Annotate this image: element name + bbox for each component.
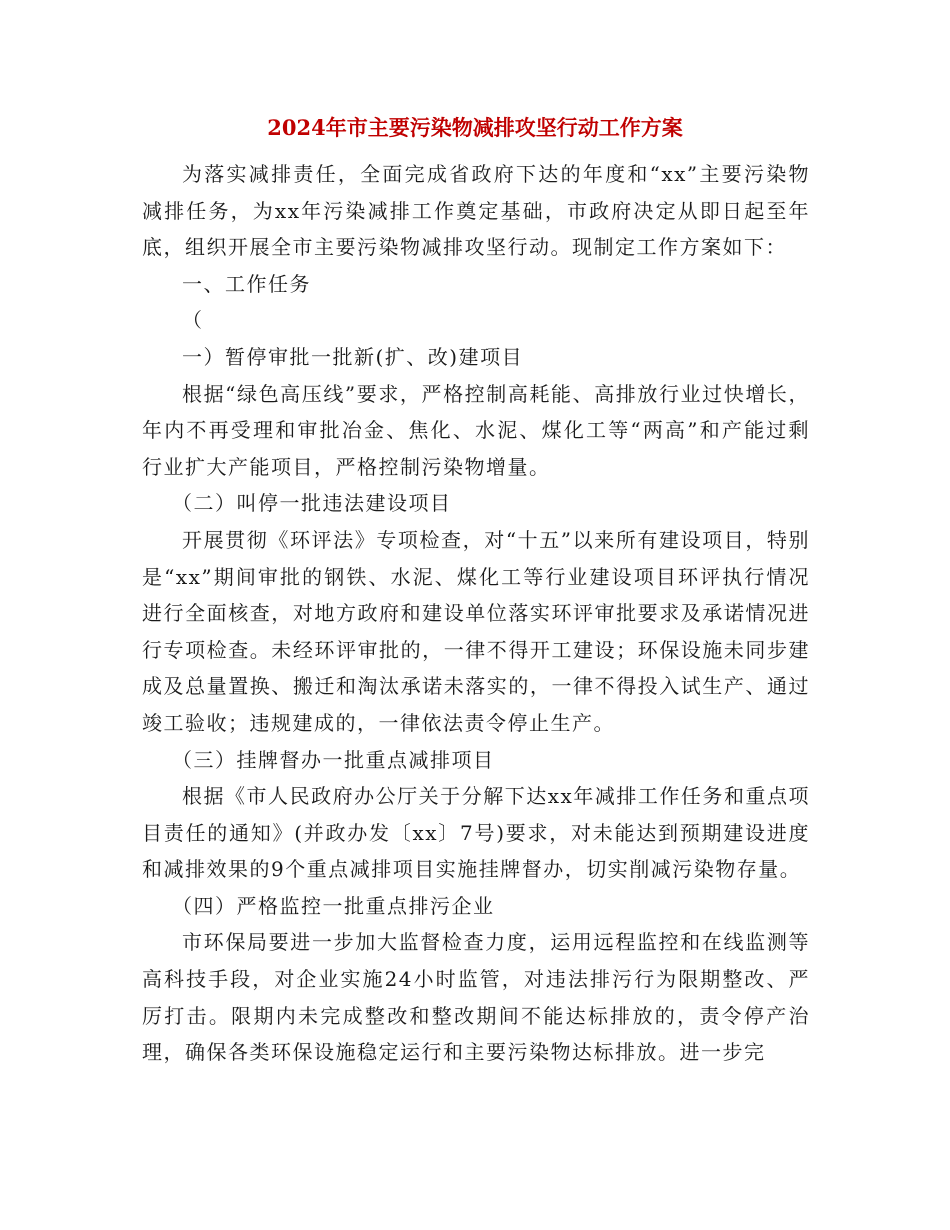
document-title: 2024年市主要污染物减排攻坚行动工作方案 (267, 115, 683, 140)
subsection-heading-3: （三）挂牌督办一批重点减排项目 (172, 747, 495, 772)
subsection-heading-1: 一）暂停审批一批新(扩、改)建项目 (182, 344, 524, 369)
paragraph-3: 根据《市人民政府办公厅关于分解下达xx年减排工作任务和重点项目责任的通知》(并政办发〔xx〕7号)要求，对未能达到预期建设进度和减排效果的9个重点减排项目实施挂牌督办，切实削减污染物存量。 (142, 784, 810, 882)
paragraph-2: 开展贯彻《环评法》专项检查，对“十五”以来所有建设项目，特别是“xx”期间审批的钢铁、水泥、煤化工等行业建设项目环评执行情况进行全面核查，对地方政府和建设单位落实环评审批要求及承诺情况进行专项检查。未经环评审批的，一律不得开工建设；环保设施未同步建成及总量置换、搬迁和淘汰承诺未落实的，一律不得投入试生产、通过竣工验收；违规建成的，一律依法责令停止生产。 (142, 527, 810, 735)
intro-paragraph: 为落实减排责任，全面完成省政府下达的年度和“xx”主要污染物减排任务，为xx年污染减排工作奠定基础，市政府决定从即日起至年底，组织开展全市主要污染物减排攻坚行动。现制定工作方案如下： (142, 162, 810, 260)
paragraph-1: 根据“绿色高压线”要求，严格控制高耗能、高排放行业过快增长，年内不再受理和审批冶金、焦化、水泥、煤化工等“两高”和产能过剩行业扩大产能项目，严格控制污染物增量。 (142, 381, 810, 479)
open-parenthesis-line: （ (182, 308, 204, 333)
document-body (142, 156, 810, 1071)
section-heading-tasks: 一、工作任务 (182, 271, 311, 296)
subsection-heading-4: （四）严格监控一批重点排污企业 (172, 893, 495, 918)
paragraph-4: 市环保局要进一步加大监督检查力度，运用远程监控和在线监测等高科技手段，对企业实施24小时监管，对违法排污行为限期整改、严厉打击。限期内未完成整改和整改期间不能达标排放的，责令停产治理，确保各类环保设施稳定运行和主要污染物达标排放。进一步完 (142, 930, 810, 1065)
subsection-heading-2: （二）叫停一批违法建设项目 (172, 491, 452, 516)
